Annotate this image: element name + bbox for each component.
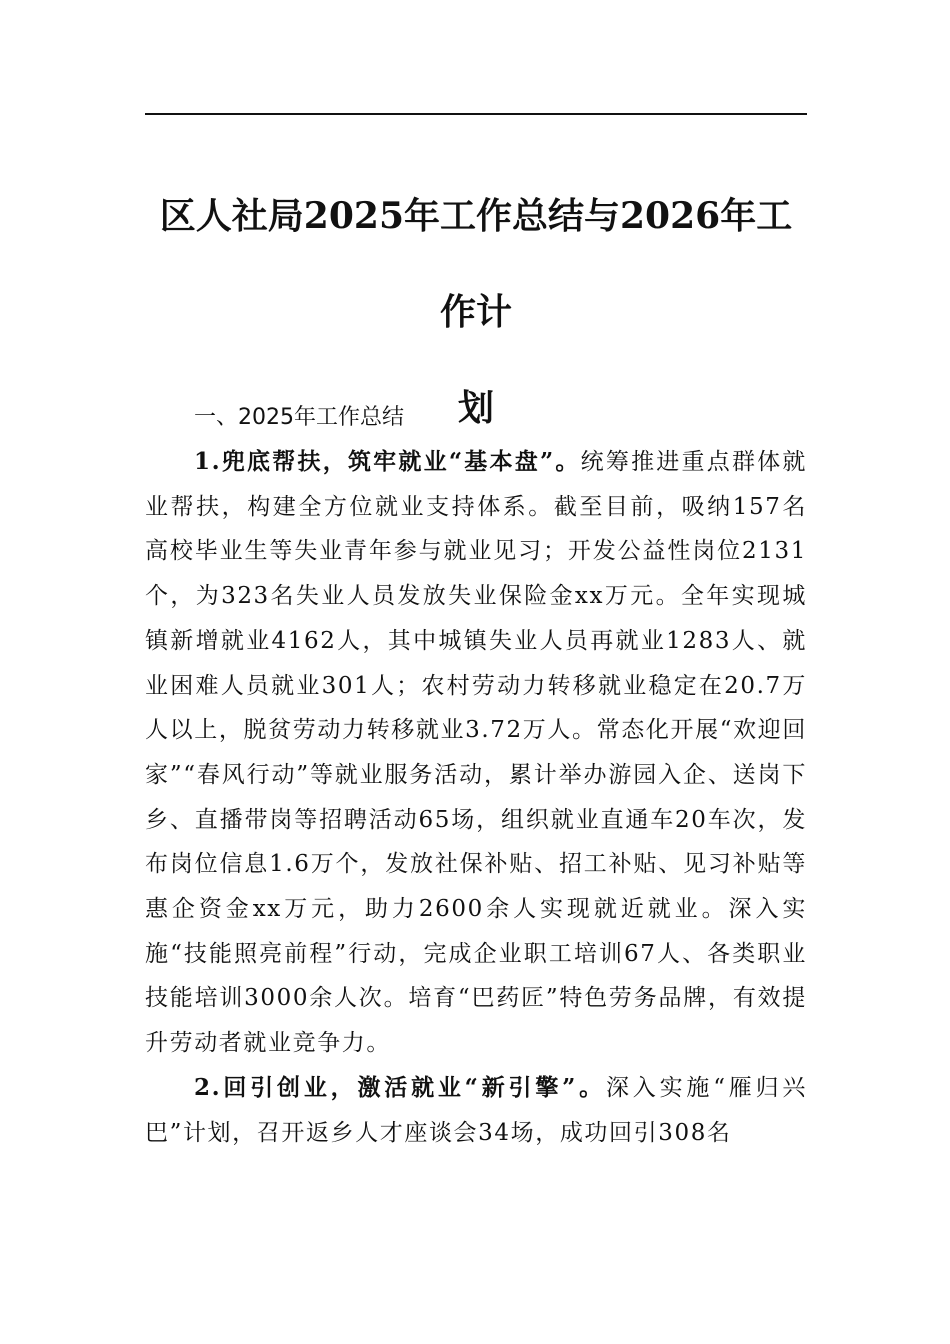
header-rule: [145, 113, 807, 115]
body-text: [145, 440, 807, 1155]
paragraph-2-text: 深入实施“雁归兴巴”计划，召开返乡人才座谈会34场，成功回引308名: [145, 1074, 808, 1146]
paragraph-1-lead: 1.兜底帮扶，筑牢就业“基本盘”。: [194, 448, 581, 475]
paragraph-1-text: 统筹推进重点群体就业帮扶，构建全方位就业支持体系。截至目前，吸纳157名高校毕业生等失业青年参与就业见习；开发公益性岗位2131个，为323名失业人员发放失业保险金xx万元。全年实现城镇新增就业4162人，其中城镇失业人员再就业1283人、就业困难人员就业301人；农村劳动力转移就业稳定在20.7万人以上，脱贫劳动力转移就业3.72万人。常态化开展“欢迎回家”“春风行动”等就业服务活动，累计举办游园入企、送岗下乡、直播带岗等招聘活动65场，组织就业直通车20车次，发布岗位信息1.6万个，发放社保补贴、招工补贴、见习补贴等惠企资金xx万元，助力2600余人实现就近就业。深入实施“技能照亮前程”行动，完成企业职工培训67人、各类职业技能培训3000余人次。培育“巴药匠”特色劳务品牌，有效提升劳动者就业竞争力。: [145, 449, 807, 1057]
paragraph-1: [145, 440, 807, 1066]
section-heading: 一、2025年工作总结: [194, 405, 404, 430]
title-line-2: 划: [457, 387, 494, 429]
paragraph-2-lead: 2.回引创业，激活就业“新引擎”。: [194, 1073, 606, 1101]
title-line-1: 区人社局2025年工作总结与2026年工作计: [159, 195, 793, 333]
paragraph-2: [145, 1066, 807, 1155]
